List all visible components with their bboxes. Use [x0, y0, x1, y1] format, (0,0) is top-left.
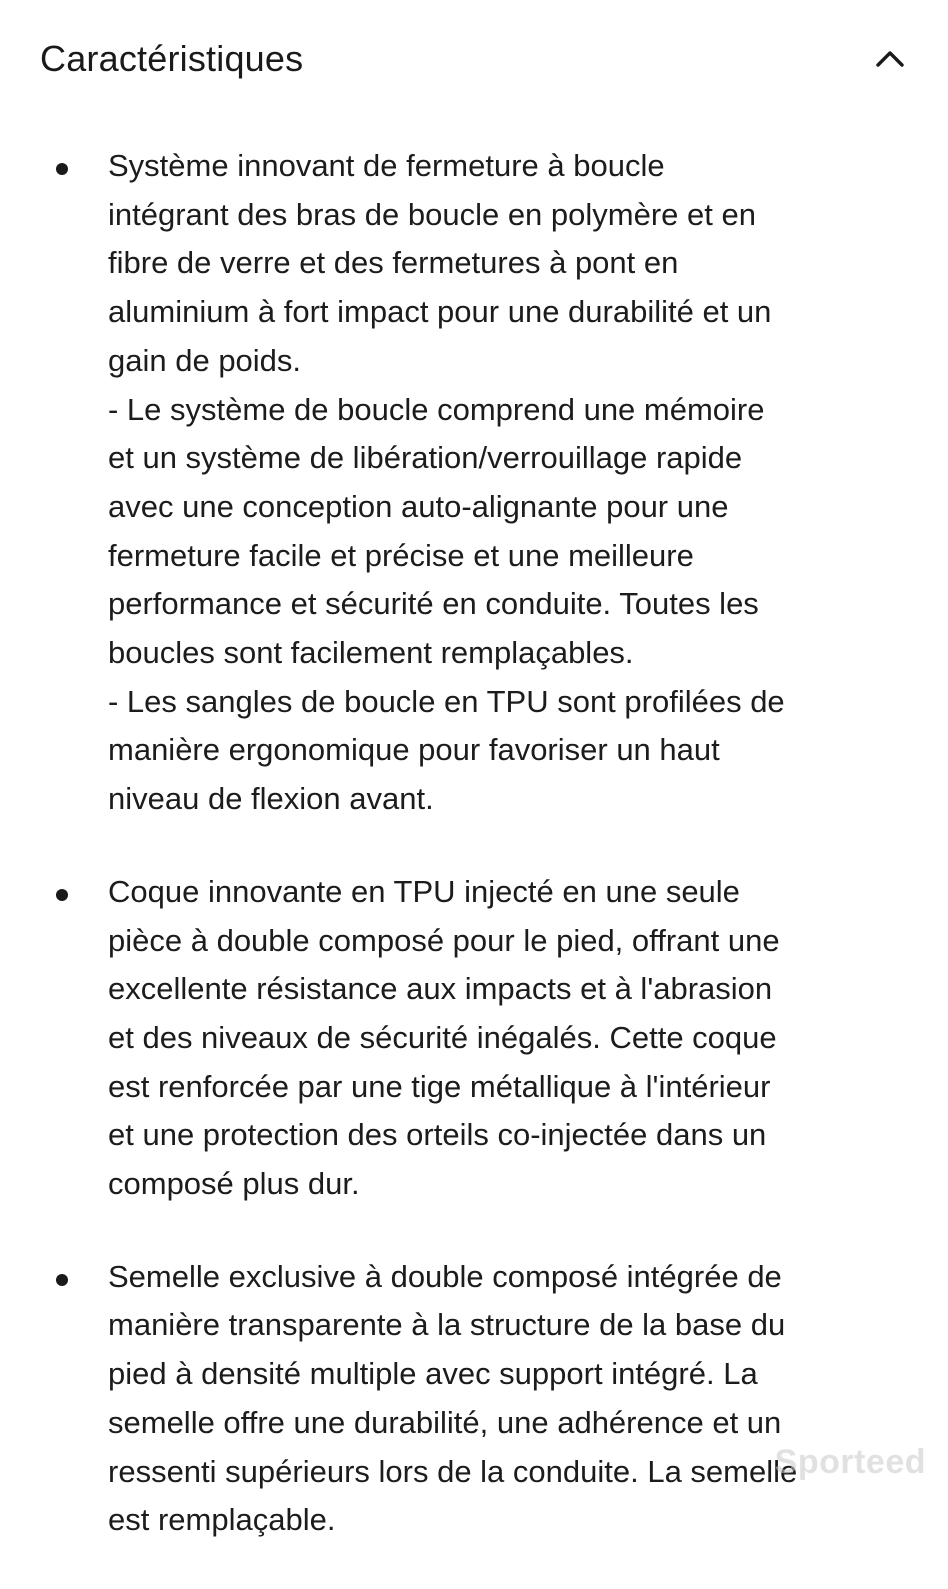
text-line: - Le système de boucle comprend une mémoire [108, 391, 765, 427]
text-line: manière ergonomique pour favoriser un haut [108, 732, 720, 768]
text-line: est remplaçable. [108, 1502, 336, 1538]
text-line: composé plus dur. [108, 1166, 360, 1202]
section-header[interactable] [40, 28, 908, 90]
text-line: Système innovant de fermeture à boucle [108, 148, 665, 183]
text-line: aluminium à fort impact pour une durabilité et un [108, 294, 772, 330]
bullet [56, 889, 68, 901]
text-line: manière transparente à la structure de la base du [108, 1307, 786, 1343]
section-title: Caractéristiques [40, 38, 304, 79]
text-line: boucles sont facilement remplaçables. [108, 635, 634, 671]
list-item [0, 1253, 948, 1545]
bullet [56, 1274, 68, 1286]
text-line: intégrant des bras de boucle en polymère et en [108, 196, 756, 232]
text-line: - Les sangles de boucle en TPU sont profilées de [108, 683, 785, 719]
text-line: gain de poids. [108, 342, 302, 378]
item-text [108, 868, 912, 1209]
text-line: et une protection des orteils co-injectée dans un [108, 1117, 767, 1153]
chevron-up-icon[interactable] [872, 41, 908, 77]
item-text [108, 142, 912, 824]
text-line: pièce à double composé pour le pied, offrant une [108, 922, 780, 958]
text-line: et un système de libération/verrouillage rapide [108, 440, 743, 476]
watermark-logo: Sporteed [774, 1443, 926, 1481]
text-line: et des niveaux de sécurité inégalés. Cette coque [108, 1019, 777, 1055]
text-line: excellente résistance aux impacts et à l'abrasion [108, 971, 773, 1007]
list-item [0, 142, 948, 824]
bullet [56, 163, 68, 175]
text-line: avec une conception auto-alignante pour une [108, 488, 729, 524]
feature-list [0, 142, 948, 1589]
text-line: semelle offre une durabilité, une adhérence et un [108, 1404, 782, 1440]
text-line: ressenti supérieurs lors de la conduite. La semelle [108, 1453, 798, 1489]
list-item [0, 868, 948, 1209]
text-line: performance et sécurité en conduite. Toutes les [108, 586, 759, 622]
text-line: niveau de flexion avant. [108, 781, 434, 817]
text-line: fermeture facile et précise et une meilleure [108, 537, 694, 573]
text-line: est renforcée par une tige métallique à l'intérieur [108, 1068, 771, 1104]
text-line: fibre de verre et des fermetures à pont en [108, 245, 679, 281]
text-line: Semelle exclusive à double composé intégrée de [108, 1258, 782, 1294]
text-line: Coque innovante en TPU injecté en une seule [108, 873, 740, 909]
text-line: pied à densité multiple avec support intégré. La [108, 1356, 758, 1392]
item-text [108, 1253, 912, 1545]
